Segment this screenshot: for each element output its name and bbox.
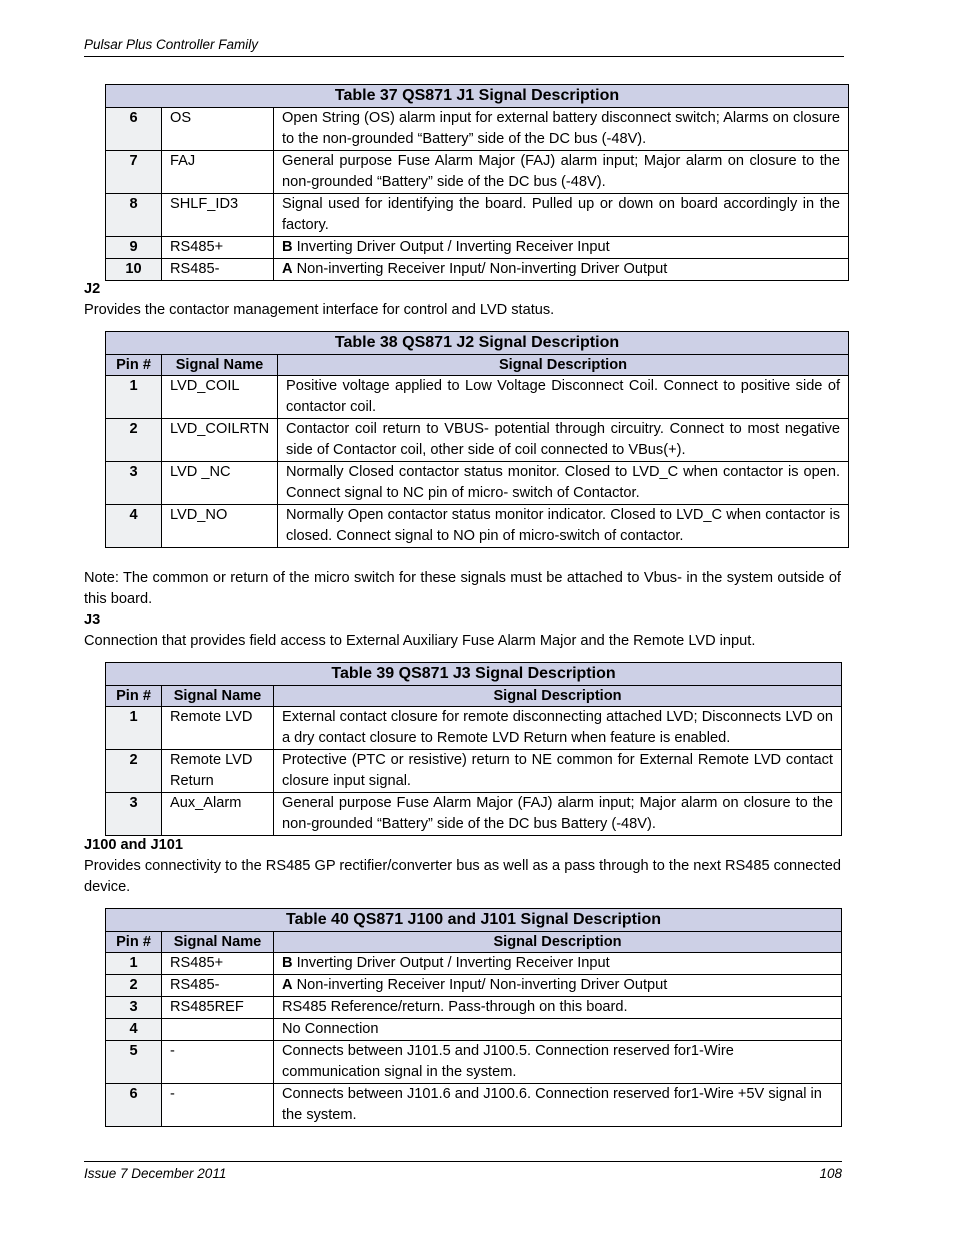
pin-number: 1	[106, 376, 162, 419]
signal-description: Normally Closed contactor status monitor. Closed to LVD_C when contactor is open. Connect signal to NC pin of micro- switch of Contactor.	[278, 462, 849, 505]
signal-name: -	[162, 1084, 274, 1127]
signal-description: Normally Open contactor status monitor indicator. Closed to LVD_C when contactor is closed. Connect signal to NO pin of micro-switch of contactor.	[278, 505, 849, 548]
table-row	[106, 259, 849, 281]
signal-name	[162, 1019, 274, 1041]
pin-number: 3	[106, 462, 162, 505]
pin-number: 1	[106, 707, 162, 750]
table-row	[106, 194, 849, 237]
table-row	[106, 237, 849, 259]
pin-number: 7	[106, 151, 162, 194]
table-row	[106, 750, 842, 793]
signal-description: RS485 Reference/return. Pass-through on this board.	[274, 997, 842, 1019]
signal-name: LVD _NC	[162, 462, 278, 505]
pin-number: 2	[106, 750, 162, 793]
pin-number: 6	[106, 108, 162, 151]
signal-name: -	[162, 1041, 274, 1084]
signal-description: General purpose Fuse Alarm Major (FAJ) alarm input; Major alarm on closure to the non-grounded “Battery” side of the DC bus Battery (-48V).	[274, 793, 842, 836]
column-header-pin: Pin #	[106, 932, 162, 953]
table-row	[106, 419, 849, 462]
signal-name: FAJ	[162, 151, 274, 194]
table-caption: Table 40 QS871 J100 and J101 Signal Description	[106, 909, 842, 932]
table-37	[105, 84, 849, 281]
table-row	[106, 1084, 842, 1127]
signal-name: Remote LVD Return	[162, 750, 274, 793]
column-header-pin: Pin #	[106, 355, 162, 376]
pin-number: 1	[106, 953, 162, 975]
signal-description: No Connection	[274, 1019, 842, 1041]
table-row	[106, 707, 842, 750]
pin-number: 9	[106, 237, 162, 259]
table-row	[106, 1041, 842, 1084]
document-title: Pulsar Plus Controller Family	[84, 37, 259, 52]
table-row	[106, 975, 842, 997]
signal-description: External contact closure for remote disconnecting attached LVD; Disconnects LVD on a dry contact closure to Remote LVD Return when feature is enabled.	[274, 707, 842, 750]
table-39	[105, 662, 842, 836]
pin-number: 3	[106, 793, 162, 836]
column-header-description: Signal Description	[274, 686, 842, 707]
signal-name: OS	[162, 108, 274, 151]
j100-section	[84, 835, 841, 898]
polarity-label: B	[282, 955, 293, 971]
pin-number: 10	[106, 259, 162, 281]
running-header	[84, 36, 844, 57]
signal-name: RS485-	[162, 259, 274, 281]
description-text: Inverting Driver Output / Inverting Receiver Input	[292, 239, 610, 255]
signal-name: LVD_COIL	[162, 376, 278, 419]
polarity-label: B	[282, 239, 293, 255]
signal-name: RS485+	[162, 237, 274, 259]
table-row	[106, 997, 842, 1019]
section-heading: J3	[84, 612, 101, 628]
pin-number: 8	[106, 194, 162, 237]
signal-description: Connects between J101.5 and J100.5. Connection reserved for1-Wire communication signal in the system.	[274, 1041, 842, 1084]
signal-description: General purpose Fuse Alarm Major (FAJ) alarm input; Major alarm on closure to the non-grounded “Battery” side of the DC bus (-48V).	[274, 151, 849, 194]
section-heading: J2	[84, 281, 101, 297]
description-text: Inverting Driver Output / Inverting Receiver Input	[292, 955, 610, 971]
page-number: 108	[819, 1166, 842, 1181]
column-header-signal: Signal Name	[162, 932, 274, 953]
table-38	[105, 331, 849, 548]
table-40	[105, 908, 842, 1127]
polarity-label: A	[282, 977, 293, 993]
table-caption: Table 37 QS871 J1 Signal Description	[106, 85, 849, 108]
table-header-row	[106, 932, 842, 953]
issue-date: Issue 7 December 2011	[84, 1166, 227, 1181]
pin-number: 6	[106, 1084, 162, 1127]
signal-description	[274, 259, 849, 281]
signal-name: RS485-	[162, 975, 274, 997]
column-header-description: Signal Description	[274, 932, 842, 953]
signal-name: RS485+	[162, 953, 274, 975]
pin-number: 5	[106, 1041, 162, 1084]
section-text: Connection that provides field access to External Auxiliary Fuse Alarm Major and the Remote LVD input.	[84, 633, 756, 649]
signal-name: RS485REF	[162, 997, 274, 1019]
column-header-description: Signal Description	[278, 355, 849, 376]
pin-number: 4	[106, 505, 162, 548]
running-footer	[84, 1161, 842, 1182]
pin-number: 2	[106, 419, 162, 462]
note-paragraph: Note: The common or return of the micro switch for these signals must be attached to Vbus- in the system outside of this board.	[84, 570, 841, 607]
column-header-signal: Signal Name	[162, 355, 278, 376]
table-row	[106, 376, 849, 419]
signal-description: Positive voltage applied to Low Voltage Disconnect Coil. Connect to positive side of contactor coil.	[278, 376, 849, 419]
pin-number: 2	[106, 975, 162, 997]
table-row	[106, 1019, 842, 1041]
description-text: Non-inverting Receiver Input/ Non-inverting Driver Output	[292, 977, 668, 993]
table-caption: Table 39 QS871 J3 Signal Description	[106, 663, 842, 686]
column-header-pin: Pin #	[106, 686, 162, 707]
table-row	[106, 505, 849, 548]
signal-name: LVD_COILRTN	[162, 419, 278, 462]
signal-description	[274, 237, 849, 259]
signal-name: SHLF_ID3	[162, 194, 274, 237]
signal-description: Open String (OS) alarm input for external battery disconnect switch; Alarms on closure to the non-grounded “Battery” side of the DC bus (-48V).	[274, 108, 849, 151]
table-row	[106, 793, 842, 836]
signal-description	[274, 975, 842, 997]
table-header-row	[106, 686, 842, 707]
table-row	[106, 151, 849, 194]
j2-section	[84, 279, 841, 321]
description-text: Non-inverting Receiver Input/ Non-inverting Driver Output	[292, 261, 668, 277]
column-header-signal: Signal Name	[162, 686, 274, 707]
pin-number: 4	[106, 1019, 162, 1041]
signal-description: Signal used for identifying the board. Pulled up or down on board accordingly in the factory.	[274, 194, 849, 237]
section-text: Provides connectivity to the RS485 GP rectifier/converter bus as well as a pass through to the next RS485 connected device.	[84, 858, 841, 895]
j3-section	[84, 610, 841, 652]
table-header-row	[106, 355, 849, 376]
signal-description: Protective (PTC or resistive) return to NE common for External Remote LVD contact closure input signal.	[274, 750, 842, 793]
signal-name: Remote LVD	[162, 707, 274, 750]
table-caption: Table 38 QS871 J2 Signal Description	[106, 332, 849, 355]
signal-description: Connects between J101.6 and J100.6. Connection reserved for1-Wire +5V signal in the system.	[274, 1084, 842, 1127]
pin-number: 3	[106, 997, 162, 1019]
section-text: Provides the contactor management interface for control and LVD status.	[84, 302, 555, 318]
table-row	[106, 108, 849, 151]
table-row	[106, 462, 849, 505]
signal-description	[274, 953, 842, 975]
signal-name: LVD_NO	[162, 505, 278, 548]
signal-name: Aux_Alarm	[162, 793, 274, 836]
section-heading: J100 and J101	[84, 837, 183, 853]
table-row	[106, 953, 842, 975]
signal-description: Contactor coil return to VBUS- potential through circuitry. Connect to most negative side of Contactor coil, other side of coil connected to VBus(+).	[278, 419, 849, 462]
polarity-label: A	[282, 261, 293, 277]
